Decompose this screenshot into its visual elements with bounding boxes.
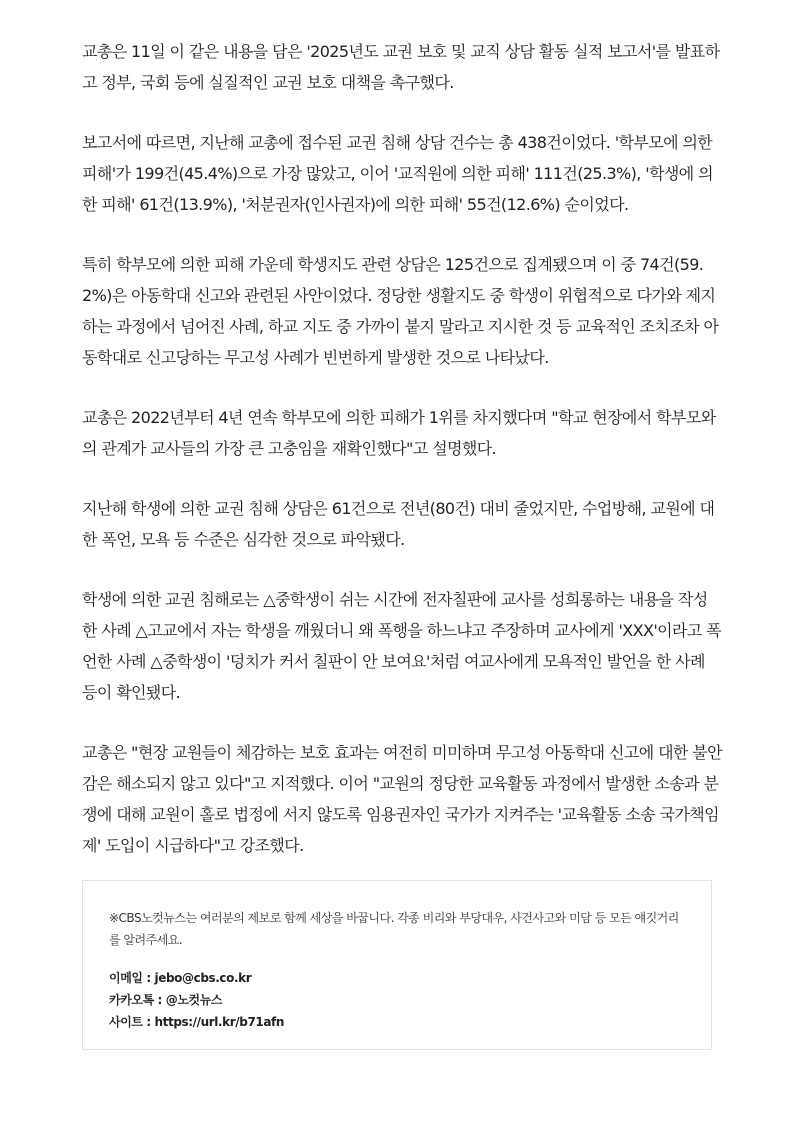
tip-site-link[interactable]: https://url.kr/b71afn: [154, 1015, 285, 1029]
article-paragraph-7: 교총은 "현장 교원들이 체감하는 보호 효과는 여전히 미미하며 무고성 아동학대 신고에 대한 불안감은 해소되지 않고 있다"고 지적했다. 이어 "교원의 정당한 교육활동 과정에서 발생한 소송과 분쟁에 대해 교원이 홀로 법정에 서지 않도록 임용권자인 국가가 지켜주는 '교육활동 소송 국가책임제' 도입이 시급하다"고 강조했다.: [82, 743, 722, 855]
article-paragraph-3: 특히 학부모에 의한 피해 가운데 학생지도 관련 상담은 125건으로 집계됐으며 이 중 74건(59.2%)은 아동학대 신고와 관련된 사안이었다. 정당한 생활지도 중 학생이 위협적으로 다가와 제지하는 과정에서 넘어진 사례, 하교 지도 중 가까이 붙지 말라고 지시한 것 등 교육적인 조치조차 아동학대로 신고당하는 무고성 사례가 빈번하게 발생한 것으로 나타났다.: [82, 255, 719, 367]
tip-email-link[interactable]: jebo@cbs.co.kr: [154, 971, 252, 985]
article-paragraph-4: 교총은 2022년부터 4년 연속 학부모에 의한 피해가 1위를 차지했다며 "학교 현장에서 학부모와의 관계가 교사들의 가장 큰 고충임을 재확인했다"고 설명했다.: [82, 408, 716, 458]
tip-site-line: [109, 1011, 685, 1033]
tip-kakao-label: 카카오톡 :: [109, 993, 166, 1007]
article-body: [82, 36, 722, 890]
article-paragraph-6: 학생에 의한 교권 침해로는 △중학생이 쉬는 시간에 전자칠판에 교사를 성희롱하는 내용을 작성한 사례 △고교에서 자는 학생을 깨웠더니 왜 폭행을 하느냐고 주장하며 교사에게 'XXX'이라고 폭언한 사례 △중학생이 '덩치가 커서 칠판이 안 보여요'처럼 여교사에게 모욕적인 발언을 한 사례 등이 확인됐다.: [82, 590, 722, 702]
tip-email-line: [109, 967, 685, 989]
article-paragraph-1: 교총은 11일 이 같은 내용을 담은 '2025년도 교권 보호 및 교직 상담 활동 실적 보고서'를 발표하고 정부, 국회 등에 실질적인 교권 보호 대책을 촉구했다.: [82, 42, 720, 92]
tip-kakao-link[interactable]: @노컷뉴스: [165, 993, 223, 1007]
tip-kakao-line: [109, 989, 685, 1011]
tip-email-label: 이메일 :: [109, 971, 155, 985]
tip-site-label: 사이트 :: [109, 1015, 155, 1029]
article-paragraph-5: 지난해 학생에 의한 교권 침해 상담은 61건으로 전년(80건) 대비 줄었지만, 수업방해, 교원에 대한 폭언, 모욕 등 수준은 심각한 것으로 파악됐다.: [82, 499, 715, 549]
tip-notice-text: ※CBS노컷뉴스는 여러분의 제보로 함께 세상을 바꿉니다. 각종 비리와 부당대우, 사건사고와 미담 등 모든 얘깃거리를 알려주세요.: [109, 911, 679, 947]
news-tip-box: [82, 880, 712, 1050]
article-paragraph-2: 보고서에 따르면, 지난해 교총에 접수된 교권 침해 상담 건수는 총 438건이었다. '학부모에 의한 피해'가 199건(45.4%)으로 가장 많았고, 이어 '교직원에 의한 피해' 111건(25.3%), '학생에 의한 피해' 61건(13.9%), '처분권자(인사권자)에 의한 피해' 55건(12.6%) 순이었다.: [82, 133, 713, 214]
